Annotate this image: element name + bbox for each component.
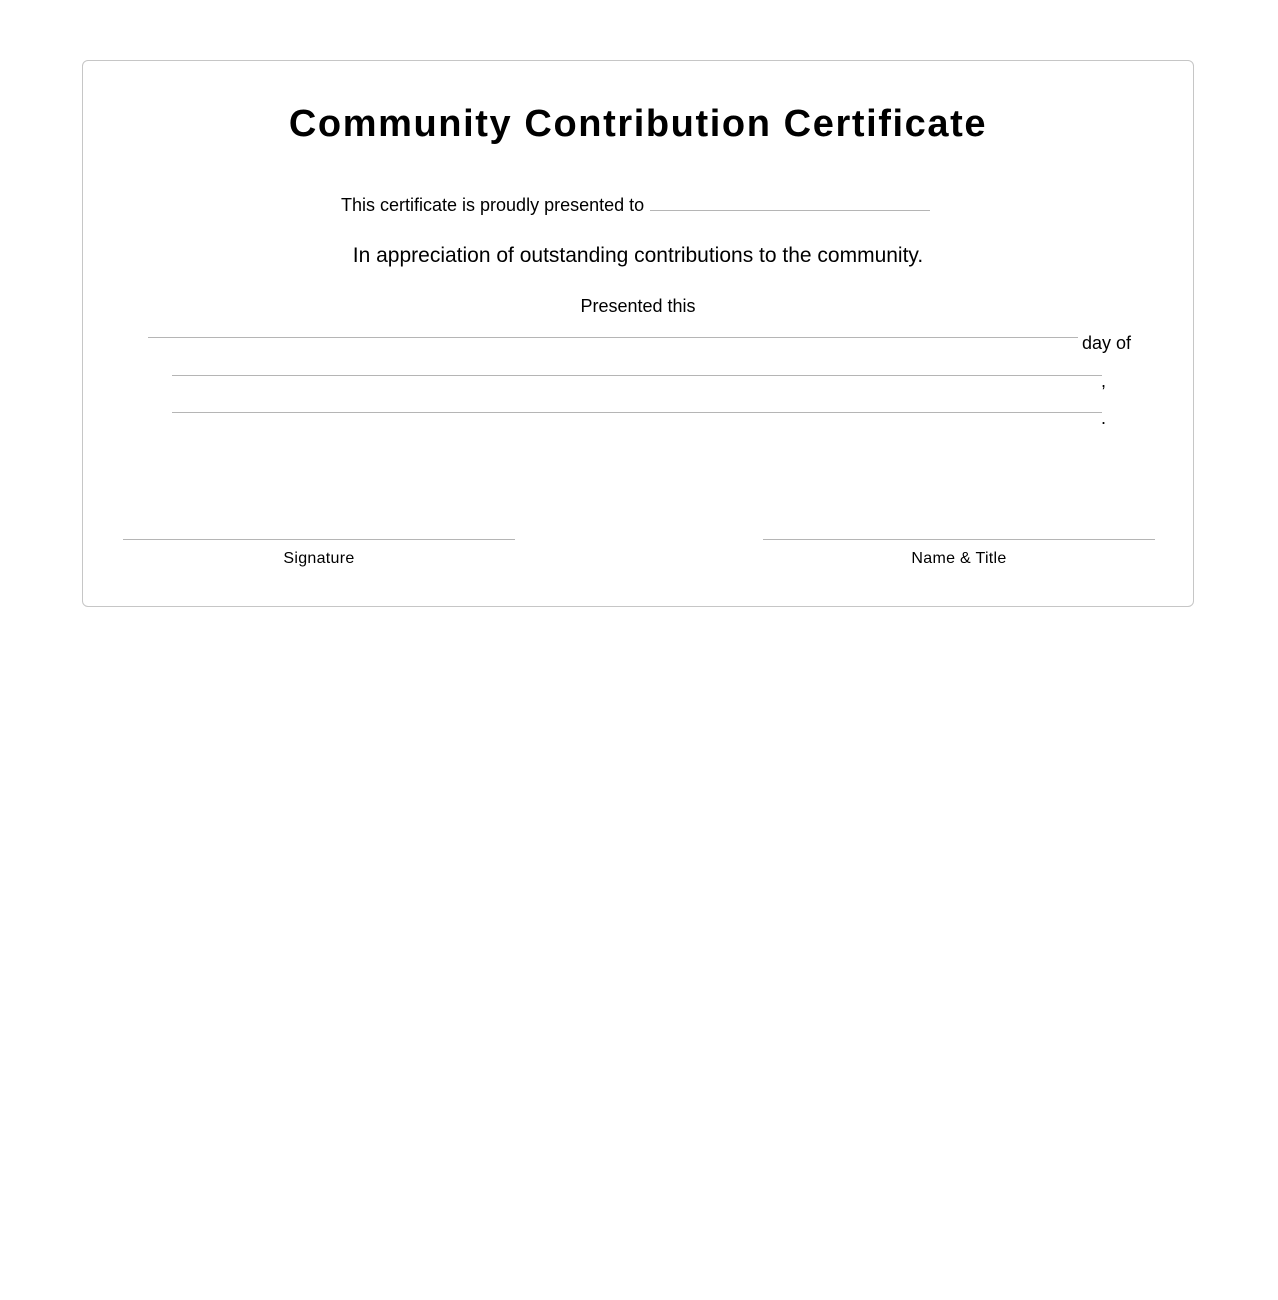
presented-this-label: Presented this xyxy=(580,296,696,316)
signature-block xyxy=(123,539,515,569)
month-field[interactable] xyxy=(172,375,1102,376)
signature-line[interactable] xyxy=(123,539,515,540)
period-mark: . xyxy=(1101,408,1107,428)
certificate-title: Community Contribution Certificate xyxy=(288,103,988,145)
appreciation-text: In appreciation of outstanding contributions to the community. xyxy=(352,244,924,267)
comma-separator: , xyxy=(1101,371,1107,391)
name-title-block xyxy=(763,539,1155,569)
name-title-line[interactable] xyxy=(763,539,1155,540)
certificate-card xyxy=(82,60,1194,607)
presented-to-label: This certificate is proudly presented to xyxy=(341,195,645,215)
presented-to-row xyxy=(83,194,1193,218)
name-title-label: Name & Title xyxy=(911,550,1007,567)
year-field[interactable] xyxy=(172,412,1102,413)
day-of-label: day of xyxy=(1082,333,1132,353)
signature-label: Signature xyxy=(283,550,355,567)
recipient-name-field[interactable] xyxy=(650,210,930,211)
day-field[interactable] xyxy=(148,337,1078,338)
